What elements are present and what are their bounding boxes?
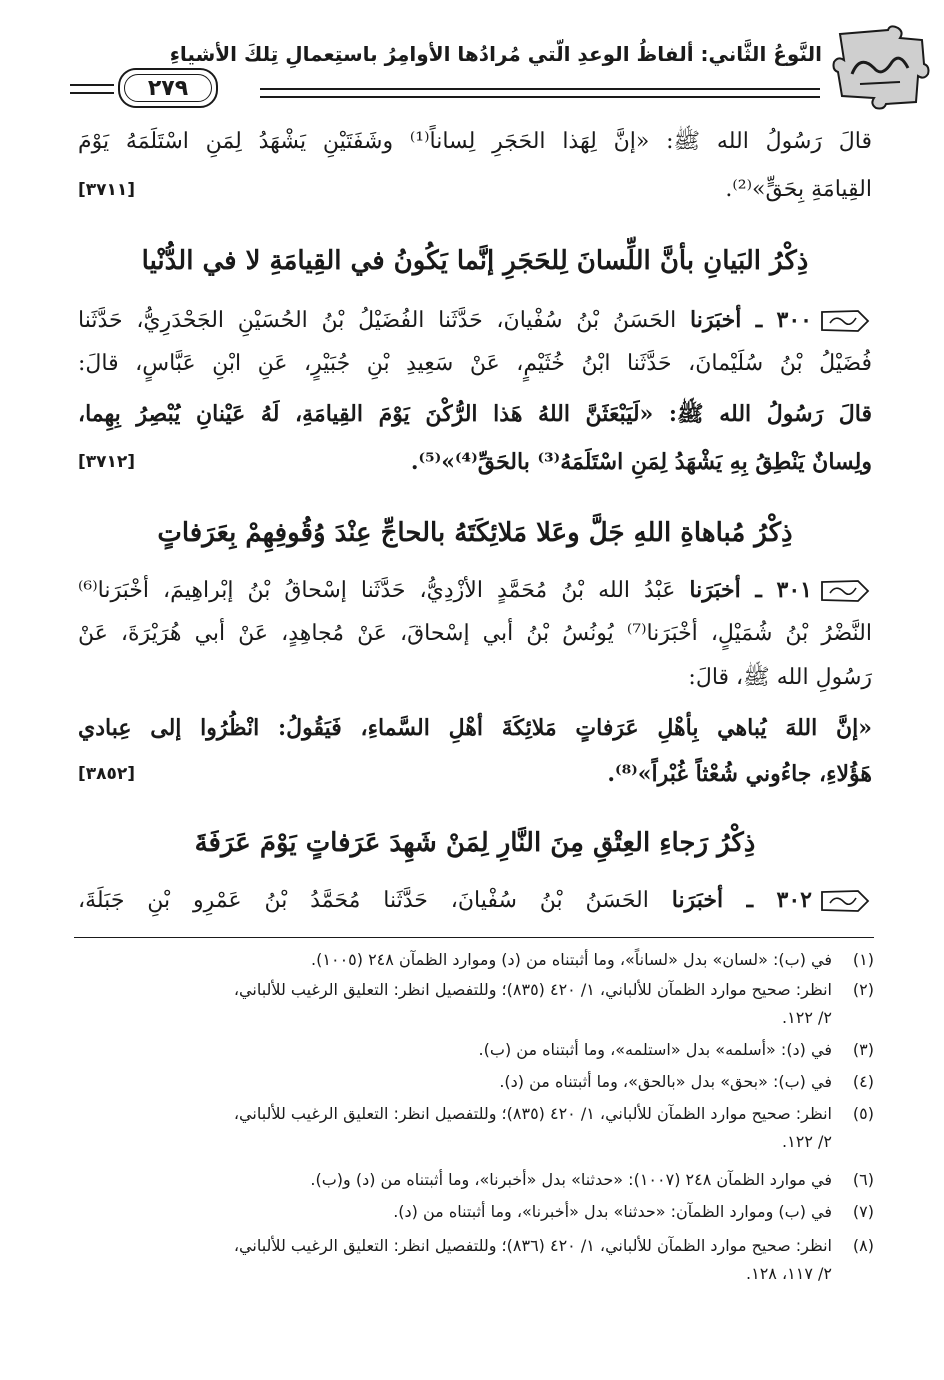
hadith-reference: [٣٧١٢] [78, 452, 136, 472]
footnote-number: (٦) [852, 1170, 874, 1189]
header-rule [260, 88, 820, 90]
text-line: فُضَيْلُ بْنُ سُلَيْمانَ، حَدَّثَنا ابْنُ خُثَيْمٍ، عَنْ سَعِيدِ بْنِ جُبَيْرٍ، عَنِ ابْنِ عَبَّاسٍ، قالَ: [78, 351, 872, 376]
text-line: قالَ رَسُولُ الله ﷺ: «لَيَبْعَثَنَّ اللهُ هَذا الرُّكْنَ يَوْمَ القِيامَةِ، لَهُ عَيْنانِ يُبْصِرُ بِهِما، [78, 401, 872, 427]
puzzle-ornament-icon [830, 24, 930, 110]
footnote-number: (٣) [852, 1040, 874, 1059]
text-line: النَّضْرُ بْنُ شُمَيْلٍ، أخْبَرَنا⁽⁷⁾ يُونُسُ بْنُ أبي إسْحاقَ، عَنْ مُجاهِدٍ، عَنْ أبي هُرَيْرَةَ، عَنْ [78, 621, 872, 646]
hadith-reference: [٣٨٥٢] [78, 764, 136, 784]
section-heading: ذِكْرُ مُباهاةِ اللهِ جَلَّ وعَلا مَلائِكَتَهُ بالحاجِّ عِنْدَ وُقُوفِهِمْ بِعَرَفاتٍ [157, 518, 793, 548]
page-header [70, 20, 930, 112]
text-line: رَسُولِ الله ﷺ، قالَ: [688, 665, 872, 690]
hadith-number: ٣٠٢ ـ أخبَرَنا [671, 887, 812, 913]
footnote-text: انظر: صحيح موارد الظمآن للألباني، ١/ ٤٢٠ (٨٣٥)؛ وللتفصيل انظر: التعليق الرغيب للألباني، [233, 980, 832, 999]
footnote-text: ٢/ ١٢٢. [782, 1008, 832, 1027]
hadith-text: عَبْدُ الله بْنُ مُحَمَّدٍ الأزْدِيُّ، حَدَّثَنا إسْحاقُ بْنُ إبْراهِيمَ، أخْبَرَنا⁽⁶⁾ [78, 578, 676, 603]
header-title: النَّوعُ الثَّاني: ألفاظُ الوعدِ الّتي مُرادُها الأوامِرُ باستِعمالِ تِلكَ الأشياءِ [169, 42, 822, 66]
text-line: قالَ رَسُولُ الله ﷺ: «إنَّ لِهَذا الحَجَرِ لِساناً⁽¹⁾ وشَفَتَيْنِ يَشْهَدُ لِمَنِ اسْتَلَمَهُ يَوْمَ [78, 129, 873, 154]
hadith-reference: [٣٧١١] [78, 180, 136, 200]
text-line: ولِسانٌ يَنْطِقُ بِهِ يَشْهَدُ لِمَنِ اسْتَلَمَهُ⁽³⁾ بالحَقِّ⁽⁴⁾»⁽⁵⁾. [410, 449, 872, 475]
hadith-text: الحَسَنُ بْنُ سُفْيانَ، حَدَّثَنا الفُضَيْلُ بْنُ الحُسَيْنِ الجَحْدَرِيُّ، حَدَّثَنا [78, 308, 677, 333]
section-heading: ذِكْرُ البَيانِ بأنَّ اللِّسانَ لِلحَجَرِ إنَّما يَكُونُ في القِيامَةِ لا في الدُّنْيا [141, 246, 809, 276]
footnote-divider [74, 937, 874, 938]
hadith-marker-icon [818, 888, 872, 914]
footnote-number: (٨) [852, 1236, 874, 1255]
footnote-text: في موارد الظمآن ٢٤٨ (١٠٠٧): «حدثنا» بدل «أخبرنا»، وما أثبتناه من (د) و(ب). [310, 1170, 832, 1189]
page-number-box [118, 68, 218, 108]
footnote-text: في (د): «أسلمه» بدل «استلمه»، وما أثبتناه من (ب). [478, 1040, 832, 1059]
header-rule [260, 96, 820, 98]
footnote-text: ٢/ ١١٧، ١٢٨. [746, 1264, 832, 1283]
hadith-number: ٣٠٠ ـ أخبَرَنا [690, 307, 812, 333]
hadith-marker-icon [818, 308, 872, 334]
text-line: هَؤُلاءِ، جاءُوني شُعْثاً غُبْراً»⁽⁸⁾. [607, 761, 872, 787]
footnote-text: انظر: صحيح موارد الظمآن للألباني، ١/ ٤٢٠ (٨٣٦)؛ وللتفصيل انظر: التعليق الرغيب للألباني، [233, 1236, 832, 1255]
hadith-text: الحَسَنُ بْنُ سُفْيانَ، حَدَّثَنا مُحَمَّدُ بْنُ عَمْرِو بْنِ جَبَلَةَ، [78, 888, 649, 913]
footnote-number: (٢) [852, 980, 874, 999]
hadith-number: ٣٠١ ـ أخبَرَنا [689, 577, 812, 603]
footnote-text: انظر: صحيح موارد الظمآن للألباني، ١/ ٤٢٠ (٨٣٥)؛ وللتفصيل انظر: التعليق الرغيب للألباني، [233, 1104, 832, 1123]
footnote-number: (٧) [852, 1202, 874, 1221]
footnote-text: ٢/ ١٢٢. [782, 1132, 832, 1151]
header-rule [70, 84, 114, 86]
footnote-text: في (ب): «بحق» بدل «بالحق»، وما أثبتناه من (د). [499, 1072, 832, 1091]
header-rule [70, 92, 114, 94]
hadith-line [78, 570, 872, 610]
hadith-line [78, 300, 872, 340]
page-number: ٢٧٩ [124, 74, 212, 102]
footnote-text: في (ب): «لسان» بدل «لساناً»، وما أثبتناه من (د) وموارد الظمآن ٢٤٨ (١٠٠٥). [311, 950, 832, 969]
text-line: القِيامَةِ بِحَقٍّ»⁽²⁾. [725, 177, 872, 202]
section-heading: ذِكْرُ رَجاءِ العِتْقِ مِنَ النَّارِ لِمَنْ شَهِدَ عَرَفاتٍ يَوْمَ عَرَفَةَ [194, 828, 756, 858]
hadith-line [78, 880, 872, 920]
footnote-number: (٤) [852, 1072, 874, 1091]
text-line: «إنَّ اللهَ يُباهي بِأهْلِ عَرَفاتٍ مَلائِكَةَ أهْلِ السَّماءِ، فَيَقُولُ: انْظُرُوا إلى عِبادي [78, 715, 872, 741]
footnote-number: (١) [852, 950, 874, 969]
footnote-text: في (ب) وموارد الظمآن: «حدثنا» بدل «أخبرنا»، وما أثبتناه من (د). [393, 1202, 832, 1221]
footnote-number: (٥) [852, 1104, 874, 1123]
hadith-marker-icon [818, 578, 872, 604]
